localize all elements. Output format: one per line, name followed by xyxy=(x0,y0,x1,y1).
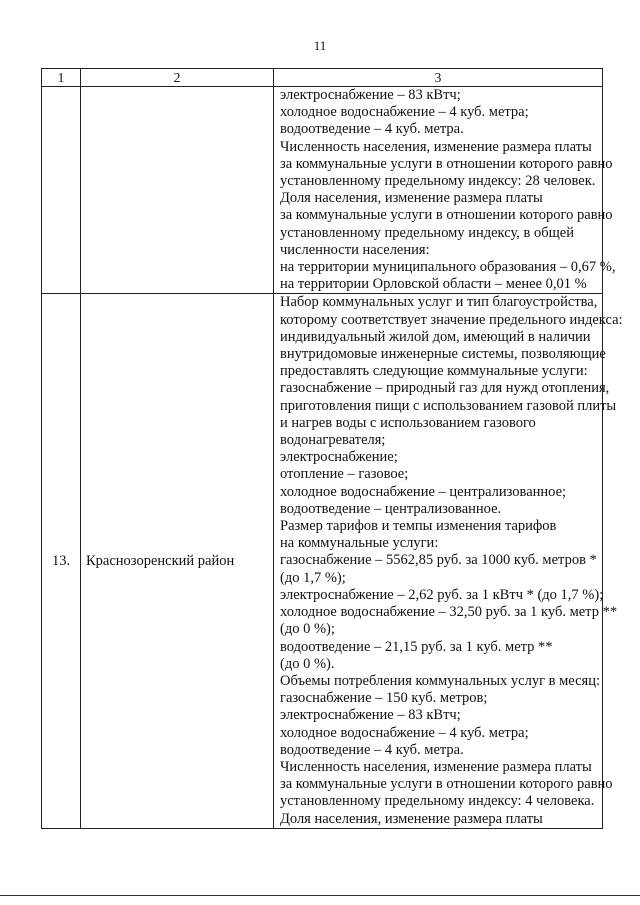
text-line: газоснабжение – природный газ для нужд отопления, xyxy=(280,380,610,397)
text-line: водоотведение – централизованное. xyxy=(280,500,502,517)
header-col-3: 3 xyxy=(274,69,603,87)
text-line: водонагревателя; xyxy=(280,432,386,449)
header-col-1: 1 xyxy=(42,69,81,87)
text-line: холодное водоснабжение – 4 куб. метра; xyxy=(280,104,529,121)
row-name-cell xyxy=(81,87,274,294)
document-table xyxy=(41,68,623,829)
row-number-cell: 13. xyxy=(42,294,81,828)
text-line: электроснабжение; xyxy=(280,449,398,466)
text-line: Набор коммунальных услуг и тип благоустройства, xyxy=(280,294,598,311)
text-line: Численность населения, изменение размера платы xyxy=(280,138,592,155)
text-line: (до 1,7 %); xyxy=(280,569,346,586)
text-line: водоотведение – 21,15 руб. за 1 куб. метр ** xyxy=(280,638,553,655)
text-line: Доля населения, изменение размера платы xyxy=(280,190,543,207)
row-content-cell xyxy=(274,87,616,294)
text-line: предоставлять следующие коммунальные услуги: xyxy=(280,363,588,380)
text-line: на коммунальные услуги: xyxy=(280,535,439,552)
text-line: Объемы потребления коммунальных услуг в месяц: xyxy=(280,672,600,689)
text-line: электроснабжение – 83 кВтч; xyxy=(280,87,461,103)
row-name-cell xyxy=(81,294,274,828)
text-line: на территории Орловской области – менее 0,01 % xyxy=(280,276,587,293)
text-line: холодное водоснабжение – централизованное; xyxy=(280,483,567,500)
page-number: 11 xyxy=(313,38,327,53)
text-line: за коммунальные услуги в отношении которого равно xyxy=(280,207,613,224)
text-line: за коммунальные услуги в отношении которого равно xyxy=(280,155,613,172)
text-line: водоотведение – 4 куб. метра. xyxy=(280,741,464,758)
text-line: внутридомовые инженерные системы, позволяющие xyxy=(280,346,606,363)
text-line: и нагрев воды с использованием газового xyxy=(280,414,536,431)
table-header-row xyxy=(42,69,603,87)
text-line: на территории муниципального образования – 0,67 %, xyxy=(280,259,616,276)
text-line: холодное водоснабжение – 4 куб. метра; xyxy=(280,724,529,741)
text-line: за коммунальные услуги в отношении которого равно xyxy=(280,776,613,793)
page-bottom-rule xyxy=(0,895,640,896)
row-number-cell xyxy=(42,87,81,294)
row-content-cell xyxy=(274,294,623,828)
text-line: приготовления пищи с использованием газовой плиты xyxy=(280,397,617,414)
table-row xyxy=(42,87,603,294)
table-row xyxy=(42,294,603,828)
text-line: газоснабжение – 5562,85 руб. за 1000 куб. метров * xyxy=(280,552,597,569)
header-col-2: 2 xyxy=(81,69,274,87)
text-line: (до 0 %); xyxy=(280,621,335,638)
text-line: Размер тарифов и темпы изменения тарифов xyxy=(280,518,557,535)
text-line: установленному предельному индексу: 4 человека. xyxy=(280,793,595,810)
text-line: установленному предельному индексу: 28 человек. xyxy=(280,173,596,190)
row-content-lines xyxy=(280,87,616,293)
text-line: установленному предельному индексу, в общей xyxy=(280,224,574,241)
text-line: Численность населения, изменение размера платы xyxy=(280,758,592,775)
text-line: Доля населения, изменение размера платы xyxy=(280,810,543,827)
text-line: водоотведение – 4 куб. метра. xyxy=(280,121,464,138)
text-line: электроснабжение – 2,62 руб. за 1 кВтч * (до 1,7 %); xyxy=(280,586,604,603)
text-line: электроснабжение – 83 кВтч; xyxy=(280,707,461,724)
text-line: численности населения: xyxy=(280,241,430,258)
text-line: холодное водоснабжение – 32,50 руб. за 1 куб. метр ** xyxy=(280,604,618,621)
text-line: (до 0 %). xyxy=(280,655,335,672)
text-line: газоснабжение – 150 куб. метров; xyxy=(280,690,488,707)
row-content-lines xyxy=(280,294,623,827)
text-line: отопление – газовое; xyxy=(280,466,409,483)
text-line: индивидуальный жилой дом, имеющий в наличии xyxy=(280,328,591,345)
text-line: которому соответствует значение предельного индекса: xyxy=(280,311,623,328)
district-name: Краснозоренский район xyxy=(86,552,235,569)
